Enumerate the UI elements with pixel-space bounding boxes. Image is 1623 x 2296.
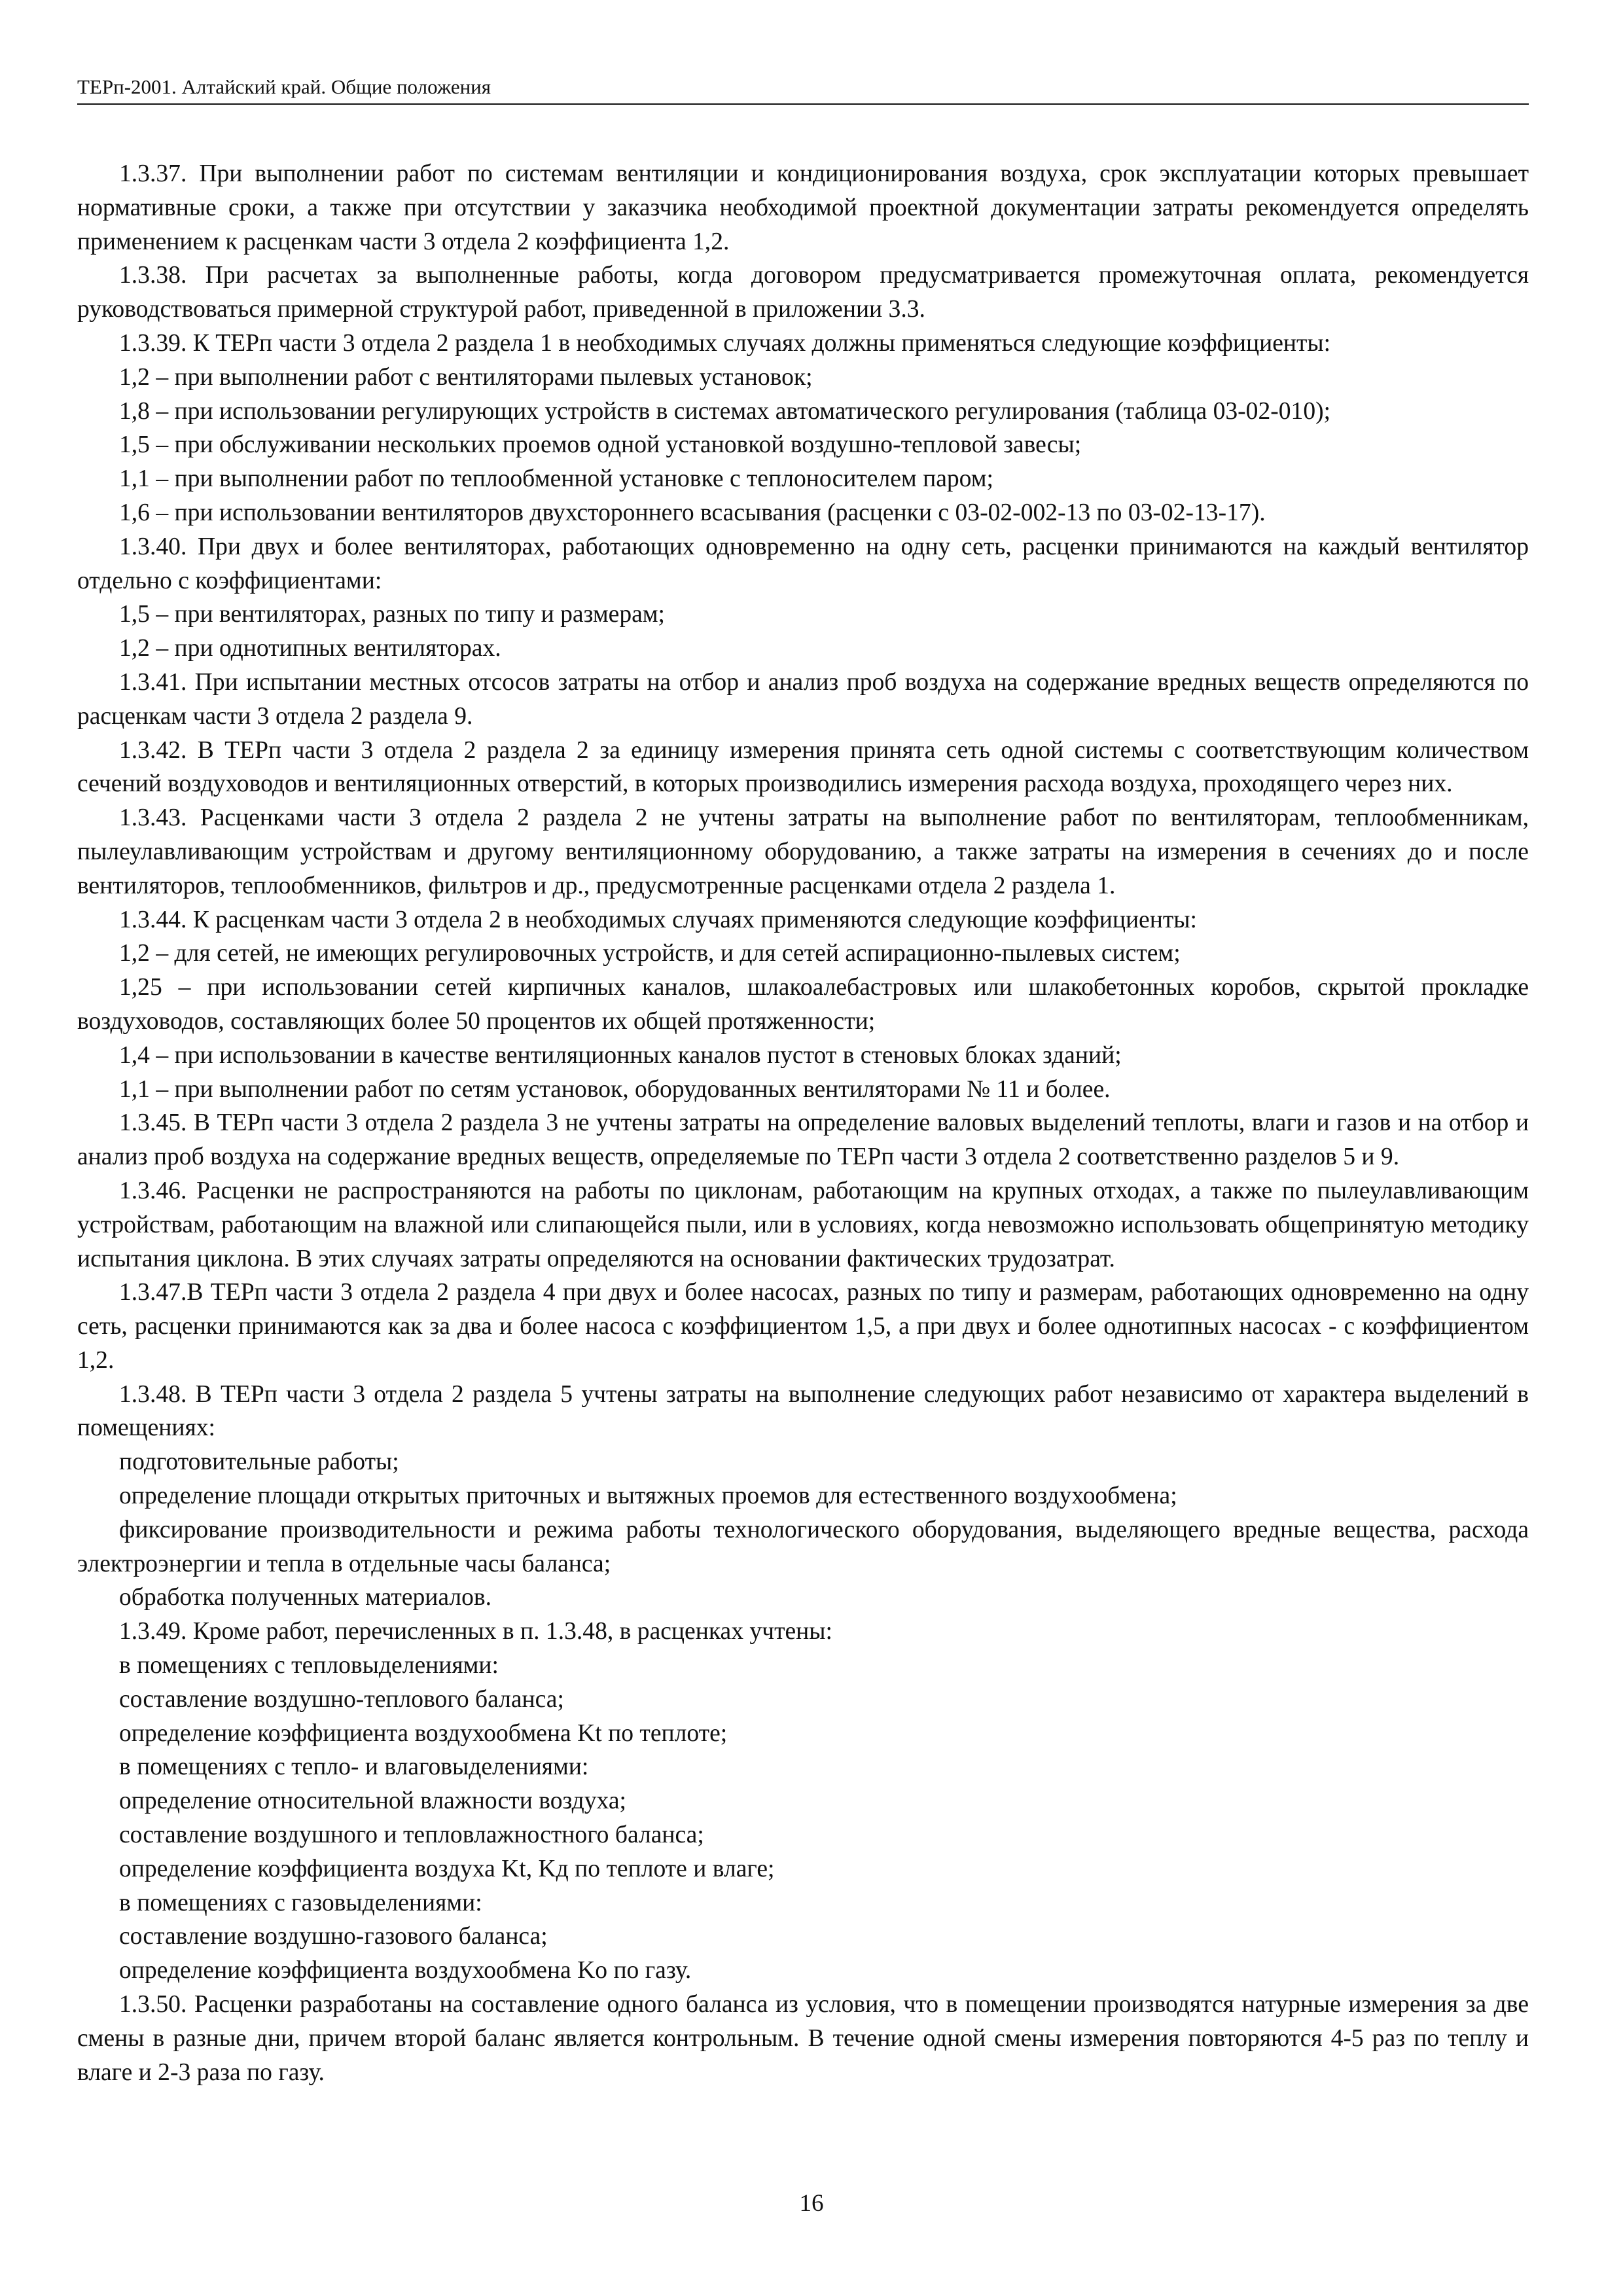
page-number: 16 <box>799 2190 824 2217</box>
list-item: составление воздушно-теплового баланса; <box>119 1685 564 1713</box>
list-item: в помещениях с тепло- и влаговыделениями: <box>119 1753 589 1781</box>
paragraph: 1.3.40. При двух и более вентиляторах, работающих одновременно на одну сеть, расценки принимаются на каждый вентилятор отдельно с коэффициентами: <box>77 533 1529 594</box>
list-item: 1,1 – при выполнении работ по теплообменной установке с теплоносителем паром; <box>119 465 993 493</box>
list-item: 1,6 – при использовании вентиляторов двухстороннего всасывания (расценки с 03-02-002-13 по 03-02-13-17). <box>119 499 1266 526</box>
paragraph: 1.3.50. Расценки разработаны на составление одного баланса из условия, что в помещении производятся натурные измерения за две смены в разные дни, причем второй баланс является контрольным. В течение одной смены измерения повторяются 4-5 раз по теплу и влаге и 2-3 раза по газу. <box>77 1991 1529 2086</box>
list-item: 1,25 – при использовании сетей кирпичных каналов, шлакоалебастровых или шлакобетонных коробов, скрытой прокладке воздуховодов, составляющих более 50 процентов их общей протяженности; <box>77 974 1529 1035</box>
list-item: 1,4 – при использовании в качестве вентиляционных каналов пустот в стеновых блоках зданий; <box>119 1041 1122 1069</box>
paragraph: 1.3.43. Расценками части 3 отдела 2 раздела 2 не учтены затраты на выполнение работ по вентиляторам, теплообменникам, пылеулавливающим устройствам и другому вентиляционному оборудованию, а также затраты на измерения в сечениях до и после вентиляторов, теплообменников, фильтров и др., предусмотренные расценками отдела 2 раздела 1. <box>77 804 1529 899</box>
list-item: определение коэффициента воздухообмена Ko по газу. <box>119 1957 692 1984</box>
list-item: определение коэффициента воздухообмена Kt по теплоте; <box>119 1719 728 1747</box>
paragraph: 1.3.44. К расценкам части 3 отдела 2 в необходимых случаях применяются следующие коэффициенты: <box>119 906 1197 933</box>
paragraph: 1.3.42. В ТЕРп части 3 отдела 2 раздела 2 за единицу измерения принята сеть одной системы с соответствующим количеством сечений воздуховодов и вентиляционных отверстий, в которых производились измерения расхода воздуха, проходящего через них. <box>77 736 1529 798</box>
list-item: 1,8 – при использовании регулирующих устройств в системах автоматического регулирования (таблица 03-02-010); <box>119 397 1331 425</box>
list-item: в помещениях с газовыделениями: <box>119 1889 482 1916</box>
list-item: 1,2 – при выполнении работ с вентиляторами пылевых установок; <box>119 363 813 391</box>
paragraph: 1.3.45. В ТЕРп части 3 отдела 2 раздела 3 не учтены затраты на определение валовых выделений теплоты, влаги и газов и на отбор и анализ проб воздуха на содержание вредных веществ, определяемые по ТЕРп части 3 отдела 2 соответственно разделов 5 и 9. <box>77 1109 1529 1171</box>
paragraph: 1.3.39. К ТЕРп части 3 отдела 2 раздела 1 в необходимых случаях должны применяться следующие коэффициенты: <box>119 329 1331 357</box>
paragraph: 1.3.41. При испытании местных отсосов затраты на отбор и анализ проб воздуха на содержание вредных веществ определяются по расценкам части 3 отдела 2 раздела 9. <box>77 668 1529 730</box>
list-item: подготовительные работы; <box>119 1448 399 1476</box>
paragraph: 1.3.38. При расчетах за выполненные работы, когда договором предусматривается промежуточная оплата, рекомендуется руководствоваться примерной структурой работ, приведенной в приложении 3.3. <box>77 262 1529 323</box>
list-item: 1,5 – при обслуживании нескольких проемов одной установкой воздушно-тепловой завесы; <box>119 431 1082 459</box>
paragraph: 1.3.37. При выполнении работ по системам вентиляции и кондиционирования воздуха, срок эксплуатации которых превышает нормативные сроки, а также при отсутствии у заказчика необходимой проектной документации затраты рекомендуется определять применением к расценкам части 3 отдела 2 коэффициента 1,2. <box>77 160 1529 255</box>
list-item: фиксирование производительности и режима работы технологического оборудования, выделяющего вредные вещества, расхода электроэнергии и тепла в отдельные часы баланса; <box>77 1516 1529 1577</box>
paragraph: 1.3.47.В ТЕРп части 3 отдела 2 раздела 4 при двух и более насосах, разных по типу и размерам, работающих одновременно на одну сеть, расценки принимаются как за два и более насоса с коэффициентом 1,5, а при двух и более однотипных насосах - с коэффициентом 1,2. <box>77 1279 1529 1374</box>
document-body <box>77 157 1529 2089</box>
list-item: 1,1 – при выполнении работ по сетям установок, оборудованных вентиляторами № 11 и более. <box>119 1075 1111 1103</box>
list-item: определение коэффициента воздуха Kt, Kд по теплоте и влаге; <box>119 1855 775 1882</box>
page-header <box>77 71 1529 105</box>
paragraph: 1.3.49. Кроме работ, перечисленных в п. 1.3.48, в расценках учтены: <box>119 1618 832 1645</box>
list-item: составление воздушно-газового баланса; <box>119 1923 548 1950</box>
list-item: определение площади открытых приточных и вытяжных проемов для естественного воздухообмена; <box>119 1482 1177 1510</box>
paragraph: 1.3.48. В ТЕРп части 3 отдела 2 раздела 5 учтены затраты на выполнение следующих работ независимо от характера выделений в помещениях: <box>77 1380 1529 1442</box>
header-title: ТЕРп-2001. Алтайский край. Общие положения <box>77 75 491 98</box>
list-item: 1,5 – при вентиляторах, разных по типу и размерам; <box>119 601 666 628</box>
list-item: 1,2 – при однотипных вентиляторах. <box>119 635 501 662</box>
paragraph: 1.3.46. Расценки не распространяются на работы по циклонам, работающим на крупных отходах, а также по пылеулавливающим устройствам, работающим на влажной или слипающейся пыли, или в условиях, когда невозможно использовать общепринятую методику испытания циклона. В этих случаях затраты определяются на основании фактических трудозатрат. <box>77 1177 1529 1272</box>
list-item: составление воздушного и тепловлажностного баланса; <box>119 1821 704 1849</box>
list-item: 1,2 – для сетей, не имеющих регулировочных устройств, и для сетей аспирационно-пылевых систем; <box>119 940 1181 967</box>
list-item: определение относительной влажности воздуха; <box>119 1787 626 1815</box>
list-item: обработка полученных материалов. <box>119 1584 492 1611</box>
list-item: в помещениях с тепловыделениями: <box>119 1652 499 1679</box>
